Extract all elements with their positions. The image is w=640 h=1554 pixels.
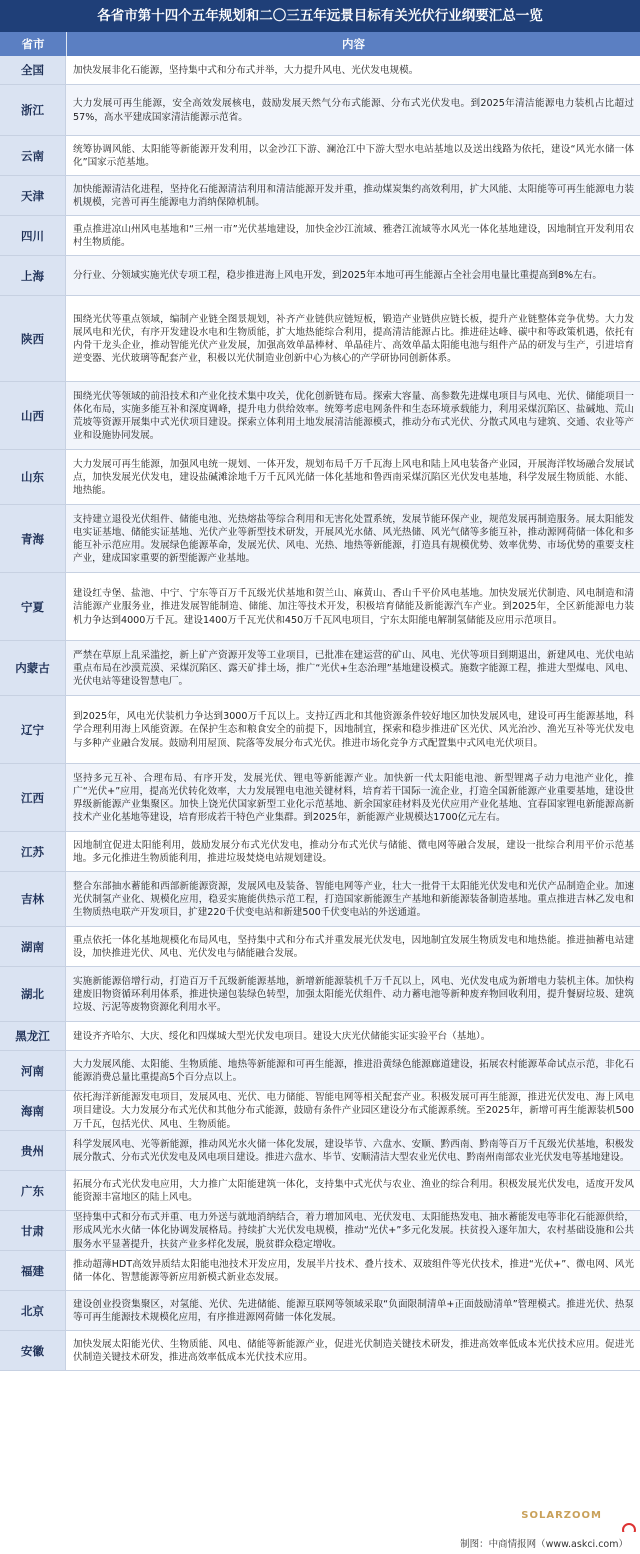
watermark-text: SOLARZOOM <box>521 1510 602 1521</box>
table-row <box>0 450 640 505</box>
table-row <box>0 1051 640 1091</box>
table-row <box>0 1331 640 1371</box>
content-cell: 因地制宜促进太阳能利用，鼓励发展分布式光伏发电，推动分布式光伏与储能、微电网等融合发展，建设一批综合利用平价示范基地。多元化推进生物质能利用，推进垃圾焚烧电站规划建设。 <box>66 832 640 871</box>
table-row <box>0 505 640 573</box>
table-header <box>0 32 640 56</box>
table-row <box>0 56 640 85</box>
content-cell: 整合东部抽水蓄能和西部新能源资源，发展风电及装备、智能电网等产业，壮大一批骨干太阳能光伏发电和光伏产品制造企业。加速光伏制氢产业化、规模化应用，稳妥实施能供热示范工程，打造国家新能源生产基地和新能源装备制造基地。重点推进吉林乙发电和生物质热电联产开发项目，扩建220千伏变电站和新建500千伏变电站的外送通道。 <box>66 872 640 926</box>
province-cell: 云南 <box>0 136 66 175</box>
content-cell: 到2025年，风电光伏装机力争达到3000万千瓦以上。支持辽西北和其他资源条件较好地区加快发展风电，建设可再生能源基地，科学合理利用海上风能资源。在保护生态和粮食安全的前提下，因地制宜，探索和稳步推进矿区光伏、风光治沙、渔光互补等光伏发电与多种产业融合发展。鼓励利用屋顶、院落等发展分布式光伏。推进市场化竞争方式配置集中式风电光伏项目。 <box>66 696 640 763</box>
province-cell: 贵州 <box>0 1131 66 1170</box>
province-cell: 江苏 <box>0 832 66 871</box>
table-row <box>0 1171 640 1211</box>
content-cell: 支持建立退役光伏组件、储能电池、光热熔盐等综合利用和无害化处置系统，发展节能环保产业，规范发展再制造服务。展太阳能发电实证基地、储能实证基地、光伏产业等新型技术研发，开展风光水储、风光热储、风光气储等多能互补，推动源网荷储一体化和多能互补示范应用。发展绿色能源革命，发展光伏、风电、光热、地热等新能源，打造具有规模优势、效率优势、市场优势的重要支柱产业，建成国家重要的新型能源产业基地。 <box>66 505 640 572</box>
table-row <box>0 967 640 1022</box>
province-cell: 海南 <box>0 1091 66 1130</box>
province-cell: 北京 <box>0 1291 66 1330</box>
content-cell: 围绕光伏等重点领域，编制产业链全图景规划，补齐产业链供应链短板，锻造产业链供应链长板，提升产业链整体竞争优势。大力发展风电和光伏，有序开发建设水电和生物质能，扩大地热能综合利用，提高清洁能源占比。推进硅达峰、碳中和等政策机遇，依托有内骨干龙头企业，推动智能光伏产业发展，加强高效单晶棒材、单晶硅片、高效单晶太阳能电池与组件产品的研发与生产，引进培育逆变器、光伏玻璃等配套产业，积极以光伏制造业创新中心为核心的产学研协同创新体系。 <box>66 296 640 381</box>
content-cell: 建设红寺堡、盐池、中宁、宁东等百万千瓦级光伏基地和贺兰山、麻黄山、香山千平价风电基地。加快发展光伏制造、风电制造和清洁能源产业服务业，推进发展智能制造、储能、加注等技术开发，积极培育储能及新能源汽车产业。到2025年，全区新能源电力装机力争达到4000万千瓦。建设1400万千瓦光伏和450万千瓦风电项目，宁东太阳能电解制氢储能及应用示范项目。 <box>66 573 640 640</box>
province-cell: 黑龙江 <box>0 1022 66 1050</box>
content-cell: 建设创业投资集聚区，对氢能、光伏、先进储能、能源互联网等领域采取“负面限制清单+正面鼓励清单”管理模式。推进光伏、热泵等可再生能源技术规模化应用，有序推进源网荷储一体化发展。 <box>66 1291 640 1330</box>
province-cell: 浙江 <box>0 85 66 135</box>
province-cell: 上海 <box>0 256 66 295</box>
table-row <box>0 216 640 256</box>
table-row <box>0 573 640 641</box>
province-cell: 天津 <box>0 176 66 215</box>
content-cell: 分行业、分领域实施光伏专项工程，稳步推进海上风电开发，到2025年本地可再生能源占全社会用电量比重提高到8%左右。 <box>66 256 640 295</box>
table-row <box>0 1291 640 1331</box>
content-cell: 拓展分布式光伏发电应用，大力推广太阳能建筑一体化，支持集中式光伏与农业、渔业的综合利用。积极发展光伏发电，适度开发风能资源丰富地区的陆上风电。 <box>66 1171 640 1210</box>
table-row <box>0 927 640 967</box>
table-row <box>0 176 640 216</box>
table-row <box>0 136 640 176</box>
province-cell: 湖南 <box>0 927 66 966</box>
page-title: 各省市第十四个五年规划和二〇三五年远景目标有关光伏行业纲要汇总一览 <box>0 0 640 32</box>
header-content: 内容 <box>342 37 365 51</box>
province-cell: 河南 <box>0 1051 66 1090</box>
province-cell: 湖北 <box>0 967 66 1021</box>
table-row <box>0 1211 640 1251</box>
province-cell: 四川 <box>0 216 66 255</box>
content-cell: 重点依托一体化基地规模化布局风电，坚持集中式和分布式并重发展光伏发电，因地制宜发展生物质发电和地热能。推进抽蓄电站建设，加快推进光伏、风电、光伏发电与储能融合发展。 <box>66 927 640 966</box>
content-cell: 大力发展风能、太阳能、生物质能、地热等新能源和可再生能源，推进沿黄绿色能源廊道建设，拓展农村能源革命试点示范，非化石能源消费总量比重提高5个百分点以上。 <box>66 1051 640 1090</box>
source-text: 制图：中商情报网（www.askci.com） <box>460 1539 628 1550</box>
content-cell: 重点推进凉山州风电基地和“三州一市”光伏基地建设，加快金沙江流域、雅砻江流域等水风光一体化基地建设，因地制宜开发利用农村生物质能。 <box>66 216 640 255</box>
province-cell: 山东 <box>0 450 66 504</box>
province-cell: 广东 <box>0 1171 66 1210</box>
footer <box>0 1532 640 1554</box>
content-cell: 依托海洋新能源发电项目，发展风电、光伏、电力储能、智能电网等相关配套产业。积极发展可再生能源，推进光伏发电、海上风电项目建设。大力发展分布式光伏和其他分布式能源，鼓励有条件产业园区建设分布式能源系统。至2025年，新增可再生能源装机500万千瓦，包括光伏、风电、生物质能。 <box>66 1091 640 1130</box>
province-cell: 辽宁 <box>0 696 66 763</box>
content-cell: 加快能源清洁化进程，坚持化石能源清洁利用和清洁能源开发并重，推动煤炭集约高效利用，扩大风能、太阳能等可再生能源电力装机规模，完善可再生能源电力消纳保障机制。 <box>66 176 640 215</box>
table-row <box>0 85 640 136</box>
table-row <box>0 872 640 927</box>
province-cell: 江西 <box>0 764 66 831</box>
content-cell: 推动超薄HDT高效异质结太阳能电池技术开发应用，发展半片技术、叠片技术、双玻组件等光伏技术，推进“光伏+”、微电网、风光储一体化、智慧能源等新应用新模式新业态发展。 <box>66 1251 640 1290</box>
province-cell: 福建 <box>0 1251 66 1290</box>
province-cell: 青海 <box>0 505 66 572</box>
content-cell: 实施新能源倍增行动，打造百万千瓦级新能源基地，新增新能源装机千万千瓦以上，风电、光伏发电成为新增电力装机主体。加快构建废旧物资循环利用体系，推进快递包装绿色转型，加强太阳能光伏组件、动力蓄电池等新种废弃物回收利用，提升餐厨垃圾、建筑垃圾、污泥等废物资源化利用水平。 <box>66 967 640 1021</box>
table-row <box>0 296 640 382</box>
content-cell: 大力发展可再生能源，加强风电统一规划、一体开发，规划布局千万千瓦海上风电和陆上风电装备产业园，开展海洋牧场融合发展试点，加快发展光伏发电，建设盐碱滩涂地千万千瓦风光储一体化基地和鲁西南采煤沉陷区光伏发电基地，科学发展生物质能、水能、地热能。 <box>66 450 640 504</box>
table-row <box>0 764 640 832</box>
table-row <box>0 1091 640 1131</box>
province-cell: 宁夏 <box>0 573 66 640</box>
table-row <box>0 256 640 296</box>
table-row <box>0 1251 640 1291</box>
content-cell: 大力发展可再生能源，安全高效发展核电，鼓励发展天然气分布式能源、分布式光伏发电。到2025年清洁能源电力装机占比超过57%，高水平建成国家清洁能源示范省。 <box>66 85 640 135</box>
content-cell: 围绕光伏等领域的前沿技术和产业化技术集中攻关，优化创新链布局。探索大容量、高参数先进煤电项目与风电、光伏、储能项目一体化布局，实施多能互补和深度调峰，提升电力供给效率。统筹考虑电网条件和生态环境承载能力，利用采煤沉陷区、盐碱地、荒山荒坡等资源开展集中式光伏项目建设。探索立体利用土地发展清洁能源模式，推动分布式光伏、分散式风电与建筑、交通、农业等产业和设施协同发展。 <box>66 382 640 449</box>
province-cell: 安徽 <box>0 1331 66 1370</box>
content-cell: 坚持多元互补、合理布局、有序开发，发展光伏、锂电等新能源产业。加快新一代太阳能电池、新型锂离子动力电池产业化，推广“光伏+”应用，提高光伏转化效率，大力发展锂电电池关键材料，培育若干国际一流企业，打造全国新能源产业重要基地，建设世界级新能源产业集聚区。加快上饶光伏国家新型工业化示范基地、新余国家硅材料及光伏应用产业化基地、宜春国家锂电新能源高新技术产业化基地等建设，培育形成若干特色产业集群。到2025年，新能源产业规模达1700亿元左右。 <box>66 764 640 831</box>
content-cell: 严禁在草原上乱采滥挖，新上矿产资源开发等工业项目，已批准在建运营的矿山、风电、光伏等项目到期退出，新建风电、光伏电站重点布局在沙漠荒漠、采煤沉陷区、露天矿排土场，推广“光伏+生态治理”基地建设模式。施数字能源工程，推进大型煤电、风电、光伏电站等建设智慧电厂。 <box>66 641 640 695</box>
table-body <box>0 56 640 1371</box>
province-cell: 全国 <box>0 56 66 84</box>
content-cell: 统筹协调风能、太阳能等新能源开发利用，以金沙江下游、澜沧江中下游大型水电站基地以及送出线路为依托，建设“风光水储一体化”国家示范基地。 <box>66 136 640 175</box>
table-row <box>0 1131 640 1171</box>
table-row <box>0 696 640 764</box>
table-row <box>0 832 640 872</box>
province-cell: 甘肃 <box>0 1211 66 1250</box>
table-row <box>0 382 640 450</box>
content-cell: 加快发展太阳能光伏、生物质能、风电、储能等新能源产业，促进光伏制造关键技术研发，推进高效率低成本光伏技术应用。促进光伏制造关键技术研发，推进高效率低成本光伏技术应用。 <box>66 1331 640 1370</box>
province-cell: 山西 <box>0 382 66 449</box>
content-cell: 加快发展非化石能源，坚持集中式和分布式并举，大力提升风电、光伏发电规模。 <box>66 56 640 84</box>
province-cell: 吉林 <box>0 872 66 926</box>
content-cell: 坚持集中式和分布式并重、电力外送与就地消纳结合，着力增加风电、光伏发电、太阳能热发电、抽水蓄能发电等非化石能源供给，形成风光水火储一体化协调发展格局。持续扩大光伏发电规模，推动“光伏+”多元化发展。扶贫投入逐年加大，农村基础设施和公共服务水平显著提升，扶贫产业多样化发展，脱贫群众稳定增收。 <box>66 1211 640 1250</box>
table-row <box>0 641 640 696</box>
content-cell: 建设齐齐哈尔、大庆、绥化和四煤城大型光伏发电项目。建设大庆光伏储能实证实验平台（基地）。 <box>66 1022 640 1050</box>
header-province: 省市 <box>0 32 67 56</box>
province-cell: 陕西 <box>0 296 66 381</box>
province-cell: 内蒙古 <box>0 641 66 695</box>
table-row <box>0 1022 640 1051</box>
content-cell: 科学发展风电、光等新能源，推动风光水火储一体化发展，建设毕节、六盘水、安顺、黔西南、黔南等百万千瓦级光伏基地，积极发展分散式、分布式光伏发电及风电项目建设。推进六盘水、毕节、安顺清洁大型农业光伏电、黔南州南部农业光伏发电等基地建设。 <box>66 1131 640 1170</box>
